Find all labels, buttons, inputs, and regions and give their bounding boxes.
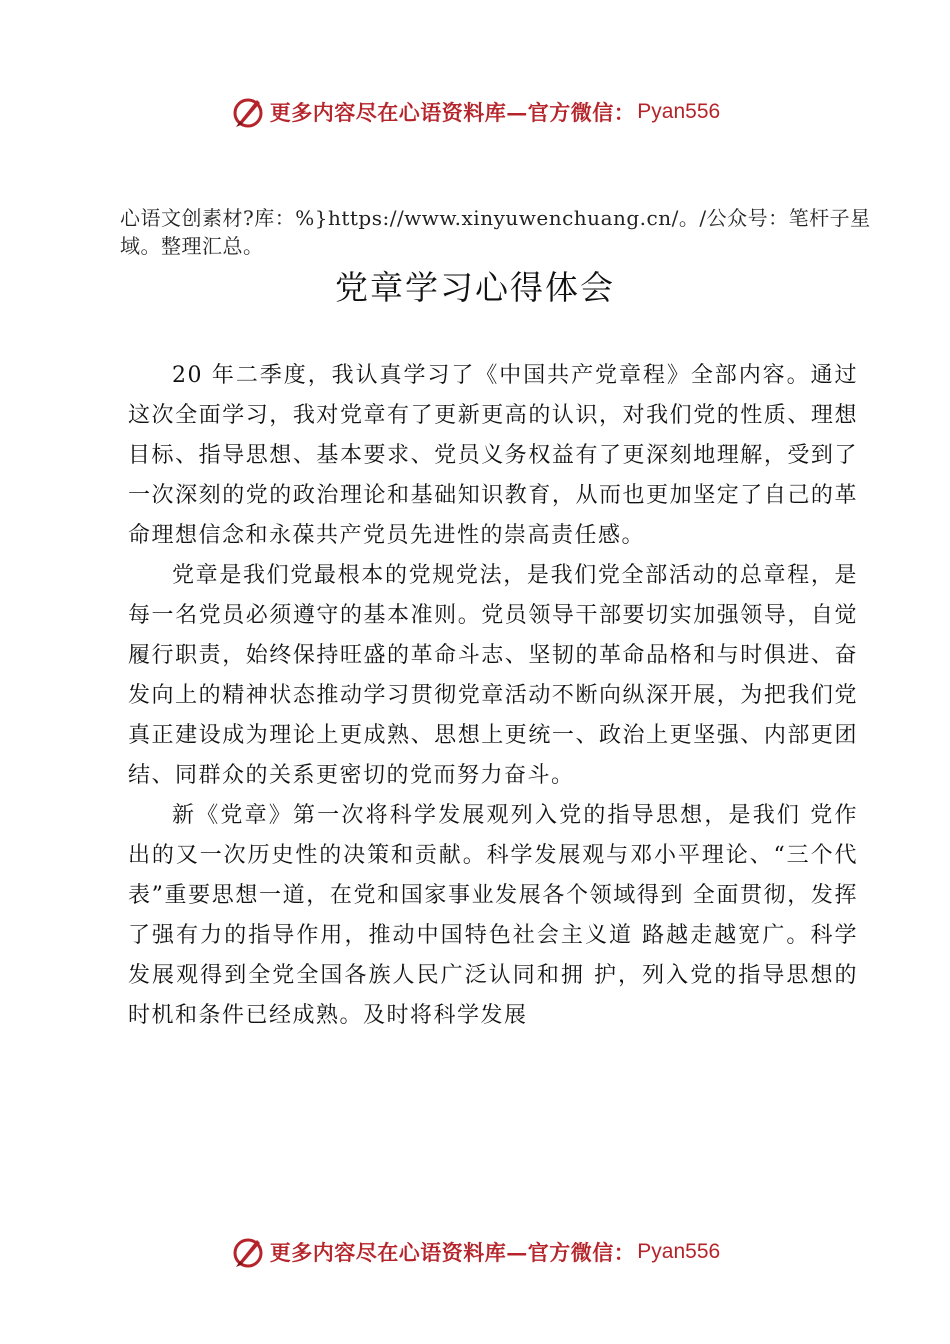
- quill-pen-circle-icon: [230, 1234, 266, 1270]
- header-banner: [0, 92, 950, 132]
- banner-text: 更多内容尽在心语资料库—官方微信：: [269, 1240, 636, 1265]
- document-title: 党章学习心得体会: [335, 268, 615, 307]
- banner-text: 更多内容尽在心语资料库—官方微信：: [269, 100, 636, 125]
- quill-pen-circle-icon: [230, 94, 266, 130]
- source-note: 心语文创素材?库：%}https://www.xinyuwenchuang.cn/。/公众号：笔杆子星域。整理汇总。: [120, 206, 871, 258]
- document-body: [128, 356, 858, 1036]
- paragraph: 新《党章》第一次将科学发展观列入党的指导思想，是我们 党作出的又一次历史性的决策和贡献。科学发展观与邓小平理论、“三个代表”重要思想一道，在党和国家事业发展各个领域得到 全面贯彻，发挥了强有力的指导作用，推动中国特色社会主义道 路越走越宽广。科学发展观得到全党全国各族人民广泛认同和拥 护，列入党的指导思想的时机和条件已经成熟。及时将科学发展: [128, 803, 858, 1028]
- wechat-id: Pyan556: [637, 100, 721, 123]
- wechat-id: Pyan556: [637, 1240, 721, 1263]
- paragraph: 20 年二季度，我认真学习了《中国共产党章程》全部内容。通过这次全面学习，我对党章有了更新更高的认识，对我们党的性质、理想目标、指导思想、基本要求、党员义务权益有了更深刻地理解，受到了一次深刻的党的政治理论和基础知识教育，从而也更加坚定了自己的革命理想信念和永葆共产党员先进性的崇高责任感。: [128, 363, 858, 548]
- footer-banner: [0, 1232, 950, 1272]
- paragraph: 党章是我们党最根本的党规党法，是我们党全部活动的总章程，是每一名党员必须遵守的基本准则。党员领导干部要切实加强领导，自觉履行职责，始终保持旺盛的革命斗志、坚韧的革命品格和与时俱进、奋发向上的精神状态推动学习贯彻党章活动不断向纵深开展，为把我们党真正建设成为理论上更成熟、思想上更统一、政治上更坚强、内部更团结、同群众的关系更密切的党而努力奋斗。: [128, 563, 858, 788]
